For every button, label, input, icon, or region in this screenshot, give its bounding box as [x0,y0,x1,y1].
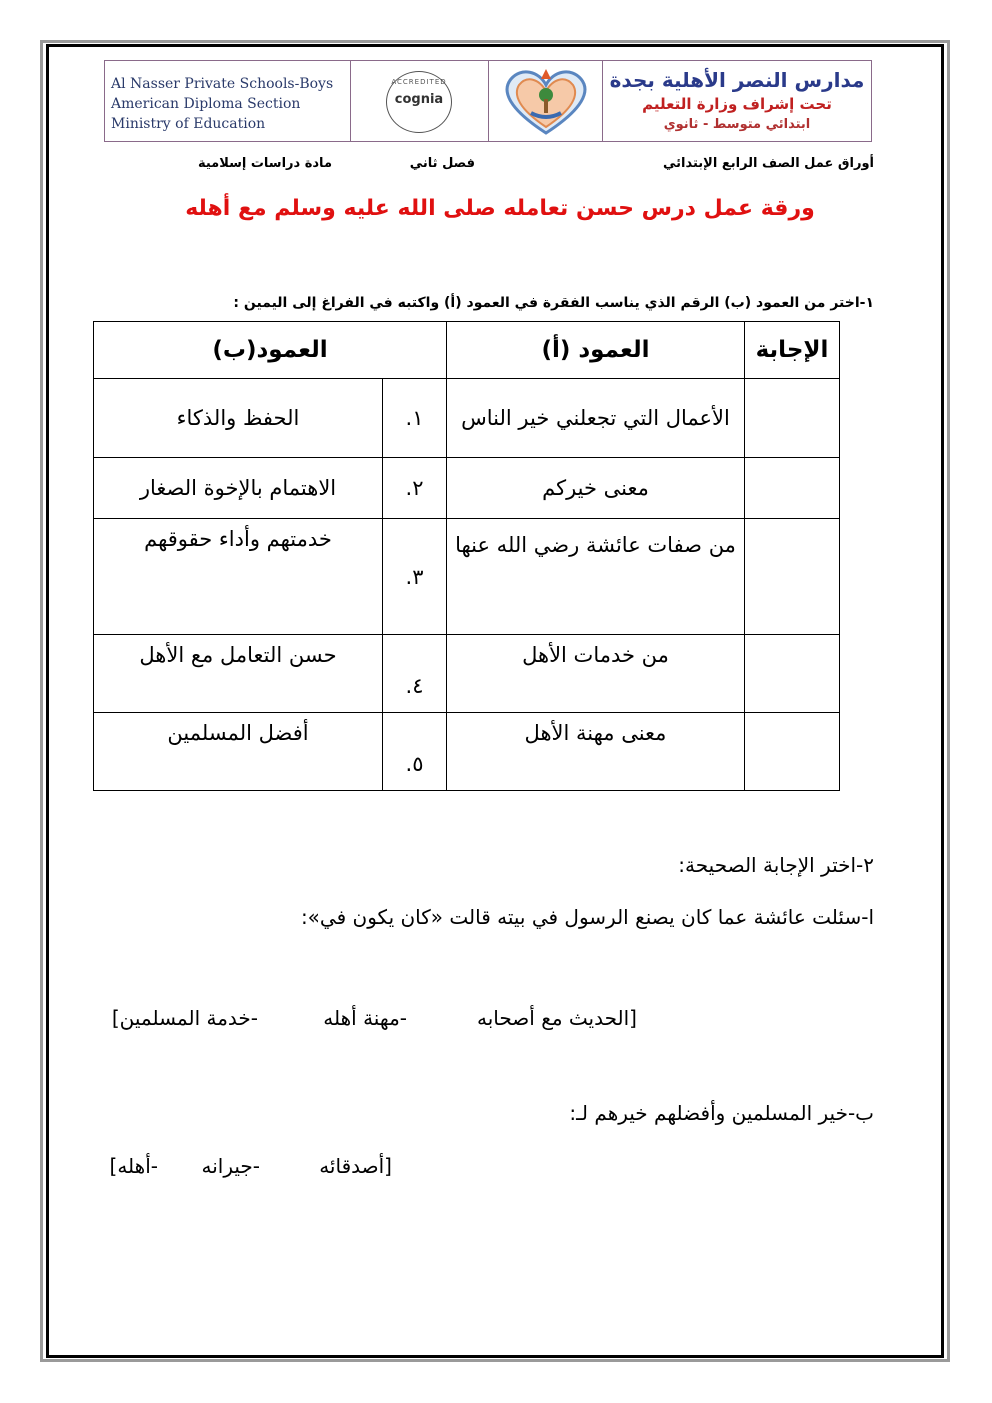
worksheet-title: ورقة عمل درس حسن تعامله صلى الله عليه وسلم مع أهله [185,196,815,221]
column-b-cell: الاهتمام بالإخوة الصغار [94,458,383,519]
english-line-3: Ministry of Education [111,116,266,132]
question1-instruction: ١-اختر من العمود (ب) الرقم الذي يناسب الفقرة في العمود (أ) واكتبه في الفراغ إلى اليمين : [233,295,874,311]
table-row [94,458,840,519]
table-row [94,635,840,713]
column-a-cell: من خدمات الأهل [447,635,745,713]
answer-cell[interactable] [745,635,840,713]
table-row [94,713,840,791]
column-b-cell: الحفظ والذكاء [94,379,383,458]
option-b-3[interactable]: -أهله] [109,1154,158,1178]
cognia-logo [351,61,489,141]
row-number: ١. [383,379,447,458]
table-row [94,519,840,635]
matching-table [93,321,840,791]
table-row [94,379,840,458]
column-b-header: العمود(ب) [94,322,447,379]
column-b-cell: حسن التعامل مع الأهل [94,635,383,713]
option-b-1[interactable]: [أصدقائه [319,1154,392,1178]
english-line-1: Al Nasser Private Schools-Boys [111,76,334,92]
column-b-cell: خدمتهم وأداء حقوقهم [94,519,383,635]
school-banner [104,60,872,142]
question2-title: ٢-اختر الإجابة الصحيحة: [678,853,874,877]
option-a-2[interactable]: -مهنة أهله [323,1006,407,1030]
heart-logo-icon [489,61,603,141]
column-b-cell: أفضل المسلمين [94,713,383,791]
cognia-brand: cognia [394,92,444,107]
column-a-cell: معنى مهنة الأهل [447,713,745,791]
school-logo [489,61,603,141]
arabic-levels: ابتدائي متوسط - ثانوي [663,117,811,132]
subject-label: مادة دراسات إسلامية [197,156,332,171]
arabic-school-title: مدارس النصر الأهلية بجدة [609,68,865,92]
table-header-row [94,322,840,379]
answer-cell[interactable] [745,519,840,635]
row-number: ٤. [383,635,447,713]
row-number: ٢. [383,458,447,519]
option-a-3[interactable]: -خدمة المسلمين] [111,1006,258,1030]
option-a-1[interactable]: [الحديث مع أصحابه [477,1006,637,1030]
answer-header: الإجابة [745,322,840,379]
question2-part-a: ا-سئلت عائشة عما كان يصنع الرسول في بيته قالت «كان يكون في»: [300,905,874,929]
answer-cell[interactable] [745,713,840,791]
cognia-seal [386,71,452,133]
column-a-cell: من صفات عائشة رضي الله عنها [447,519,745,635]
column-a-cell: معنى خيركم [447,458,745,519]
column-a-cell: الأعمال التي تجعلني خير الناس [447,379,745,458]
term-label: فصل ثاني [409,156,475,171]
english-school-name [105,61,351,141]
row-number: ٣. [383,519,447,635]
row-number: ٥. [383,713,447,791]
option-b-2[interactable]: -جيرانه [201,1154,260,1178]
question2-part-b: ب-خير المسلمين وأفضلهم خيرهم لـ: [569,1101,874,1125]
grade-label: أوراق عمل الصف الرابع الإبتدائي [663,156,874,171]
answer-cell[interactable] [745,379,840,458]
answer-cell[interactable] [745,458,840,519]
english-line-2: American Diploma Section [111,96,301,112]
arabic-school-name [603,61,871,141]
arabic-supervision: تحت إشراف وزارة التعليم [642,95,832,113]
cognia-accredited: ACCREDITED [391,78,447,86]
column-a-header: العمود (أ) [447,322,745,379]
